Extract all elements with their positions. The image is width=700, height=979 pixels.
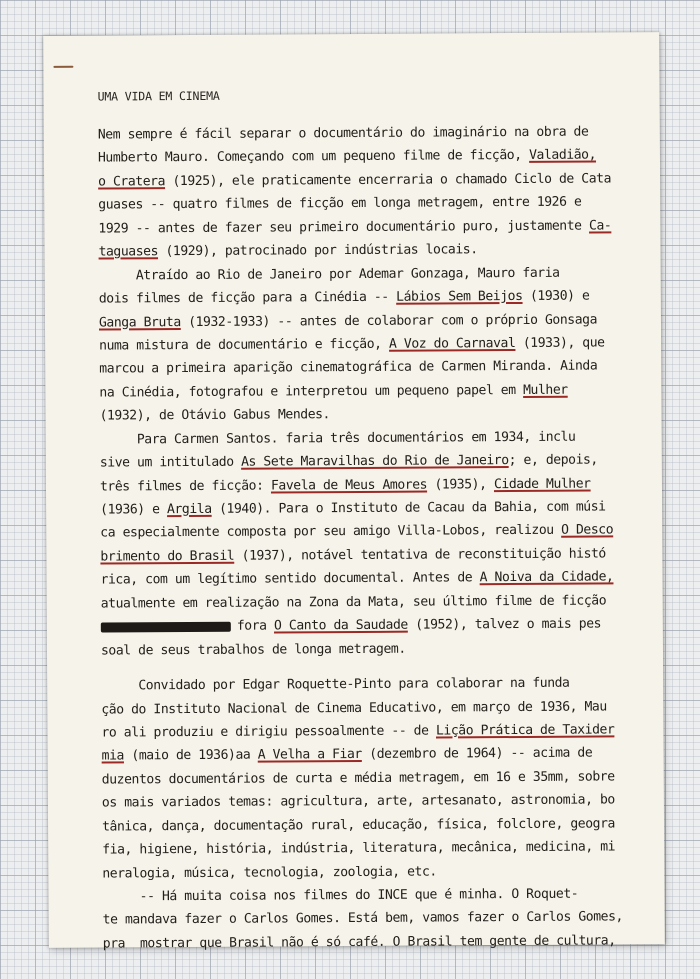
text-segment: guases -- quatro filmes de ficção em longa metragem, entre 1926 e bbox=[98, 194, 582, 213]
text-line bbox=[100, 448, 656, 475]
text-line bbox=[99, 401, 655, 428]
underlined-title: Argila bbox=[166, 501, 212, 518]
text-segment: na Cinédia, fotografou e interpretou um pequeno papel em bbox=[99, 382, 524, 401]
text-segment: (1932-1933) -- antes de colaborar com o próprio Gonsaga bbox=[180, 312, 598, 330]
text-segment: Nem sempre é fácil separar o documentário do imaginário na obra de bbox=[97, 124, 589, 143]
text-segment: te mandava fazer o Carlos Gomes. Está bem, vamos fazer o Carlos Gomes, bbox=[102, 909, 623, 928]
text-segment: (1952), talvez o mais pes bbox=[407, 616, 602, 633]
text-line bbox=[101, 589, 657, 616]
text-segment: tânica, dança, documentação rural, educação, física, folclore, geogra bbox=[102, 816, 615, 835]
text-line bbox=[103, 929, 659, 956]
text-segment: fora bbox=[236, 618, 275, 634]
text-line bbox=[102, 859, 658, 886]
underlined-title: A Voz do Carnaval bbox=[388, 335, 516, 352]
underlined-title: Ganga Bruta bbox=[98, 314, 181, 331]
struck-out-text bbox=[101, 621, 231, 632]
document-title: UMA VIDA EM CINEMA bbox=[97, 88, 220, 104]
underlined-title: o Cratera bbox=[98, 174, 166, 190]
underlined-title: Lição Prática de Taxider bbox=[435, 722, 615, 739]
underlined-title: taguases bbox=[98, 244, 159, 260]
underlined-title: mia bbox=[101, 748, 124, 764]
text-segment: ; e, depois, bbox=[508, 452, 598, 469]
underlined-title: As Sete Maravilhas do Rio de Janeiro bbox=[241, 453, 509, 470]
underlined-title: O Desco bbox=[561, 522, 614, 539]
document-body bbox=[98, 120, 659, 956]
text-segment: neralogia, música, tecnologia, zoologia, etc. bbox=[102, 864, 437, 882]
text-line bbox=[98, 214, 654, 241]
underlined-title: Valadião, bbox=[529, 147, 597, 164]
text-segment: (1937), notável tentativa de reconstituição histó bbox=[234, 546, 606, 564]
text-line bbox=[98, 167, 654, 194]
text-segment: ro ali produziu e dirigiu pessoalmente -- de bbox=[101, 723, 437, 741]
text-line bbox=[99, 378, 655, 405]
text-segment: numa mistura de documentário e ficção, bbox=[99, 336, 390, 354]
underlined-title: Cidade Mulher bbox=[493, 476, 591, 492]
typewritten-page bbox=[43, 32, 665, 952]
text-segment: soal de seus trabalhos de longa metragem. bbox=[100, 641, 406, 659]
text-line bbox=[101, 671, 657, 698]
text-segment: marcou a primeira aparição cinematográfica de Carmen Miranda. Ainda bbox=[99, 358, 598, 377]
text-segment: (1930) e bbox=[522, 288, 590, 305]
text-segment: pra mostrar que Brasil não é só café. O Brasil tem gente de cultura, bbox=[102, 933, 616, 952]
text-segment: (dezembro de 1964) -- acima de bbox=[361, 745, 593, 763]
text-line bbox=[100, 425, 656, 452]
text-segment: (1925), ele praticamente encerraria o chamado Ciclo de Cata bbox=[164, 171, 612, 190]
text-line bbox=[101, 718, 657, 745]
text-line bbox=[100, 519, 656, 546]
text-line bbox=[99, 261, 655, 288]
text-line bbox=[99, 355, 655, 382]
text-segment: (1933), que bbox=[515, 335, 605, 351]
text-line bbox=[102, 788, 658, 815]
text-segment: (maio de 1936)aa bbox=[123, 747, 258, 764]
text-line bbox=[101, 636, 657, 663]
text-segment: Humberto Mauro. Começando com um pequeno filme de ficção, bbox=[97, 148, 530, 166]
text-line bbox=[103, 906, 659, 933]
text-segment: rica, com um legítimo sentido documental. Antes de bbox=[100, 570, 480, 588]
text-segment: (1935), bbox=[427, 476, 494, 493]
text-segment: Atraído ao Rio de Janeiro por Ademar Gonzaga, Mauro faria bbox=[98, 265, 560, 284]
text-line bbox=[99, 284, 655, 311]
text-line bbox=[98, 190, 654, 217]
text-segment: dois filmes de ficção para a Cinédia -- bbox=[98, 289, 397, 307]
underlined-title: brimento do Brasil bbox=[100, 548, 235, 565]
underlined-title: Ca- bbox=[588, 218, 612, 234]
text-segment: ca especialmente composta por seu amigo Villa-Lobos, realizou bbox=[100, 523, 562, 541]
text-segment: três filmes de ficção: bbox=[99, 478, 271, 495]
text-line bbox=[99, 308, 655, 335]
text-segment: atualmente em realização na Zona da Mata, seu último filme de ficção bbox=[100, 593, 607, 612]
text-segment: sive um intitulado bbox=[99, 454, 242, 471]
text-line bbox=[98, 237, 654, 264]
underlined-title: A Noiva da Cidade, bbox=[479, 569, 614, 586]
text-line bbox=[100, 495, 656, 522]
text-segment: (1940). Para o Instituto de Cacau da Bahia, com músi bbox=[211, 499, 606, 517]
text-segment: fia, higiene, história, indústria, literatura, mecânica, medicina, mi bbox=[102, 839, 616, 858]
underlined-title: Lábios Sem Beijos bbox=[396, 289, 523, 305]
underlined-title: Favela de Meus Amores bbox=[270, 477, 428, 494]
text-segment: -- Há muita coisa nos filmes do INCE que é minha. O Roquet- bbox=[102, 886, 579, 905]
text-line bbox=[99, 331, 655, 358]
text-segment: (1929), patrocinado por indústrias locais. bbox=[157, 242, 478, 260]
text-line bbox=[101, 612, 657, 639]
text-segment: Convidado por Edgar Roquette-Pinto para colaborar na funda bbox=[101, 675, 570, 694]
text-line bbox=[100, 542, 656, 569]
text-segment: os mais variados temas: agricultura, arte, artesanato, astronomia, bo bbox=[101, 792, 615, 811]
text-line bbox=[102, 882, 658, 909]
text-segment: 1929 -- antes de fazer seu primeiro documentário puro, justamente bbox=[98, 218, 590, 237]
text-segment: Para Carmen Santos. faria três documentários em 1934, inclu bbox=[99, 429, 576, 448]
text-line bbox=[102, 742, 658, 769]
text-line bbox=[102, 812, 658, 839]
text-line bbox=[101, 695, 657, 722]
underlined-title: Mulher bbox=[523, 382, 568, 398]
text-line bbox=[98, 120, 654, 147]
underlined-title: A Velha a Fiar bbox=[257, 747, 362, 763]
text-segment: duzentos documentários de curta e média metragem, em 16 e 35mm, sobre bbox=[101, 769, 615, 788]
text-line bbox=[102, 765, 658, 792]
pencil-mark bbox=[53, 66, 73, 68]
text-segment: (1932), de Otávio Gabus Mendes. bbox=[99, 407, 331, 424]
text-line bbox=[100, 565, 656, 592]
text-line bbox=[100, 472, 656, 499]
text-line bbox=[102, 835, 658, 862]
text-segment: ção do Instituto Nacional de Cinema Educativo, em março de 1936, Mau bbox=[101, 698, 607, 718]
text-line bbox=[98, 144, 654, 171]
text-segment: (1936) e bbox=[100, 502, 168, 518]
underlined-title: O Canto da Saudade bbox=[273, 617, 408, 634]
